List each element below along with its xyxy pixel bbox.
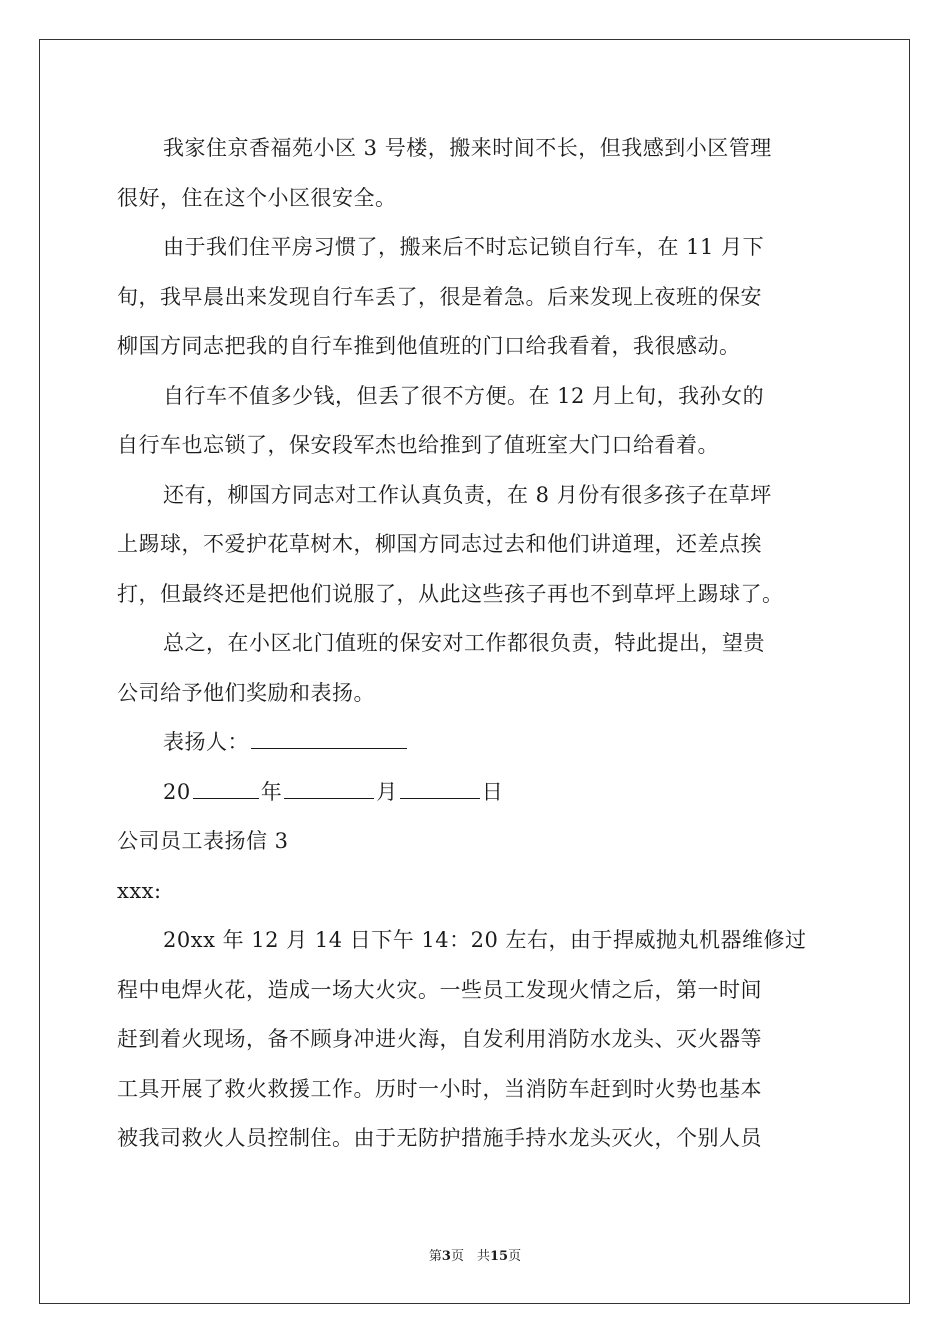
month-blank — [284, 773, 374, 798]
text-line: 我家住京香福苑小区 3 号楼，搬来时间不长，但我感到小区管理 — [163, 136, 772, 160]
date-year-label: 年 — [260, 779, 283, 804]
document-body — [117, 124, 837, 1164]
text-line: 由于我们住平房习惯了，搬来后不时忘记锁自行车，在 11 月下 — [163, 235, 765, 259]
page-footer — [0, 1245, 950, 1264]
text-line: 工具开展了救火救援工作。历时一小时，当消防车赶到时火势也基本 — [117, 1076, 762, 1101]
year-blank — [193, 773, 259, 798]
date-month-label: 月 — [376, 779, 398, 804]
text-line: 总之，在小区北门值班的保安对工作都很负责，特此提出，望贵 — [163, 631, 765, 655]
day-blank — [400, 773, 480, 798]
signature-line — [117, 718, 837, 768]
footer-mid: 页 共 — [450, 1249, 490, 1264]
text-line: 很好，住在这个小区很安全。 — [117, 185, 397, 210]
text-line: 上踢球，不爱护花草树木，柳国方同志过去和他们讲道理，还差点挨 — [117, 532, 762, 556]
text-line: 赶到着火现场，备不顾身冲进火海，自发利用消防水龙头、灭火器等 — [117, 1027, 762, 1051]
text-line: 打，但最终还是把他们说服了，从此这些孩子再也不到草坪上踢球了。 — [117, 581, 784, 606]
footer-post: 页 — [508, 1249, 522, 1264]
letter-title: 公司员工表扬信 3 — [117, 829, 289, 853]
signature-blank — [251, 724, 407, 749]
text-line: 还有，柳国方同志对工作认真负责，在 8 月份有很多孩子在草坪 — [163, 482, 772, 507]
text-line: 自行车也忘锁了，保安段军杰也给推到了值班室大门口给看着。 — [117, 433, 719, 457]
text-line: 程中电焊火花，造成一场大火灾。一些员工发现火情之后，第一时间 — [117, 977, 762, 1002]
text-line: 旬，我早晨出来发现自行车丢了，很是着急。后来发现上夜班的保安 — [117, 284, 762, 309]
text-line: 公司给予他们奖励和表扬。 — [117, 680, 375, 705]
date-day-label: 日 — [481, 779, 504, 804]
total-page-number: 15 — [489, 1249, 509, 1264]
text-line: 自行车不值多少钱，但丢了很不方便。在 12 月上旬，我孙女的 — [163, 383, 765, 408]
text-line: 20xx 年 12 月 14 日下午 14：20 左右，由于捍威抛丸机器维修过 — [163, 928, 807, 952]
date-line — [117, 768, 837, 818]
salutation: xxx: — [117, 878, 162, 903]
date-prefix: 20 — [163, 779, 191, 804]
text-line: 被我司救火人员控制住。由于无防护措施手持水龙头灭火，个别人员 — [117, 1126, 762, 1150]
signature-label: 表扬人： — [163, 730, 249, 754]
footer-pre: 第 — [428, 1249, 442, 1264]
current-page-number: 3 — [441, 1249, 451, 1264]
text-line: 柳国方同志把我的自行车推到他值班的门口给我看着，我很感动。 — [117, 334, 741, 358]
